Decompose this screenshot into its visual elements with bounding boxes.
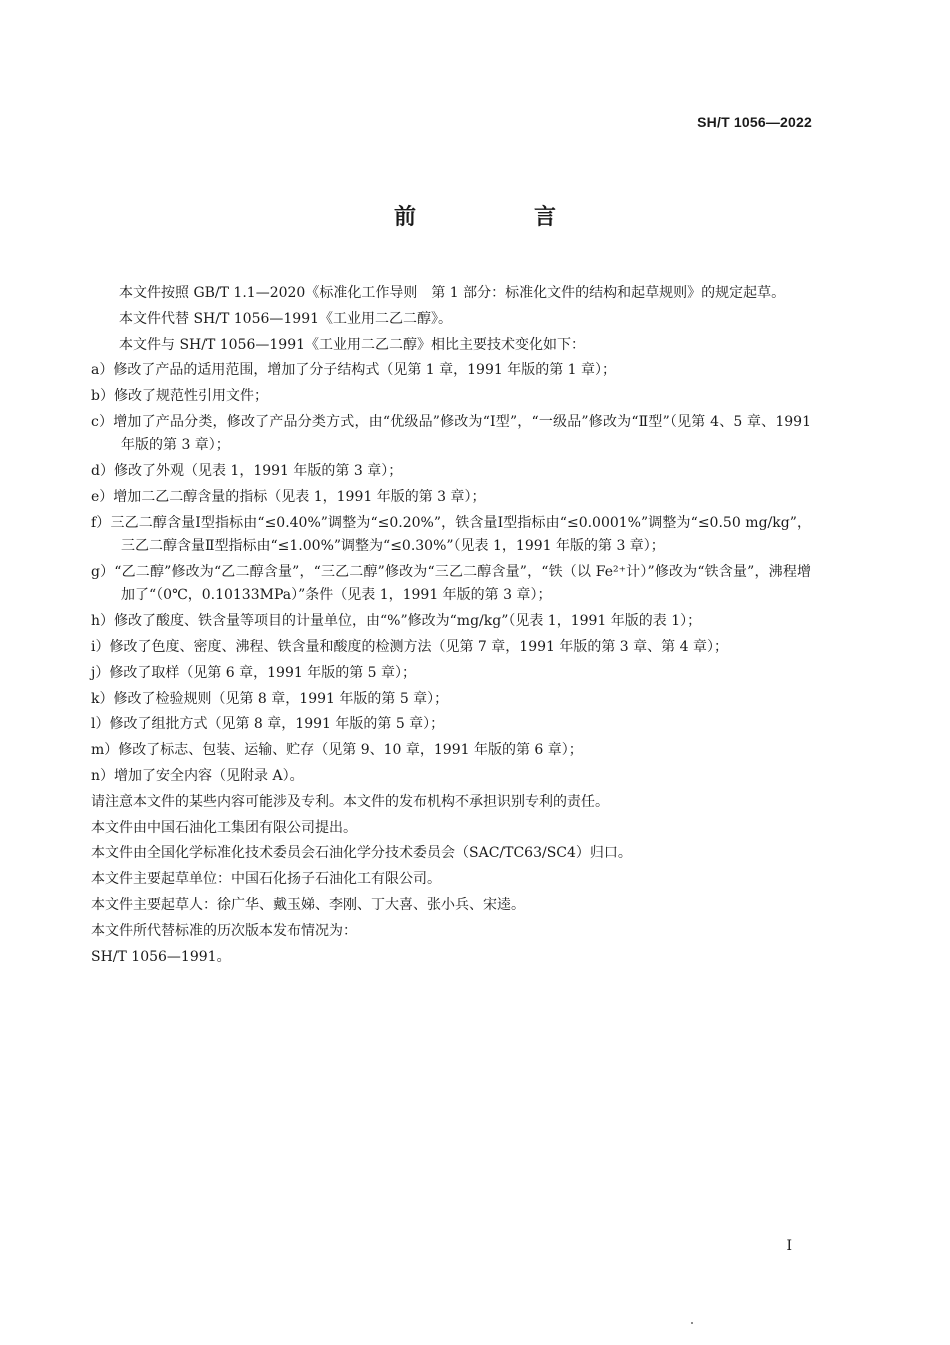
page-number: I	[786, 1238, 792, 1254]
change-item: j）修改了取样（见第 6 章，1991 年版的第 5 章）；	[91, 664, 417, 681]
foreword-body	[91, 282, 811, 971]
closing-paragraph: 本文件由全国化学标准化技术委员会石油化学分技术委员会（SAC/TC63/SC4）归口。	[91, 845, 632, 862]
change-item: n）增加了安全内容（见附录 A）。	[91, 767, 304, 784]
change-item: m）修改了标志、包装、运输、贮存（见第 9、10 章，1991 年版的第 6 章）；	[91, 742, 583, 759]
change-item: l）修改了组批方式（见第 8 章，1991 年版的第 5 章）；	[91, 716, 445, 733]
scan-speck	[691, 1322, 693, 1324]
technical-changes-list	[91, 359, 811, 788]
intro-paragraph: 本文件按照 GB/T 1.1—2020《标准化工作导则 第 1 部分：标准化文件的结构和起草规则》的规定起草。	[119, 285, 786, 301]
change-item: e）增加二乙二醇含量的指标（见表 1，1991 年版的第 3 章）；	[91, 488, 486, 505]
closing-paragraph: 请注意本文件的某些内容可能涉及专利。本文件的发布机构不承担识别专利的责任。	[91, 793, 609, 810]
change-item: f）三乙二醇含量Ⅰ型指标由“≤0.40%”调整为“≤0.20%”，铁含量Ⅰ型指标由“≤0.0001%”调整为“≤0.50 mg/kg”，三乙二醇含量Ⅱ型指标由“≤1.00%”调整为“≤0.30%”（见表 1，1991 年版的第 3 章）；	[91, 514, 811, 555]
closing-paragraph: 本文件所代替标准的历次版本发布情况为：	[91, 922, 357, 939]
change-item: g）“乙二醇”修改为“乙二醇含量”，“三乙二醇”修改为“三乙二醇含量”，“铁（以 Fe²⁺计）”修改为“铁含量”，沸程增加了“（0℃，0.10133MPa）”条件（见表 1，1991 年版的第 3 章）；	[91, 563, 811, 604]
change-item: h）修改了酸度、铁含量等项目的计量单位，由“%”修改为“mg/kg”（见表 1，1991 年版的表 1）；	[91, 613, 702, 630]
page-title: 前 言	[393, 205, 604, 230]
change-item: d）修改了外观（见表 1，1991 年版的第 3 章）；	[91, 463, 403, 480]
intro-paragraph: 本文件代替 SH/T 1056—1991《工业用二乙二醇》。	[119, 310, 453, 327]
intro-paragraph: 本文件与 SH/T 1056—1991《工业用二乙二醇》相比主要技术变化如下：	[119, 336, 586, 353]
closing-paragraph: 本文件主要起草单位：中国石化扬子石油化工有限公司。	[91, 871, 441, 888]
history-version: SH/T 1056—1991。	[91, 948, 231, 965]
change-item: a）修改了产品的适用范围，增加了分子结构式（见第 1 章，1991 年版的第 1 章）；	[91, 362, 617, 379]
change-item: c）增加了产品分类，修改了产品分类方式，由“优级品”修改为“Ⅰ型”，“一级品”修改为“Ⅱ型”（见第 4、5 章、1991 年版的第 3 章）；	[91, 413, 811, 454]
standard-code: SH/T 1056—2022	[697, 114, 812, 130]
change-item: i）修改了色度、密度、沸程、铁含量和酸度的检测方法（见第 7 章，1991 年版的第 3 章、第 4 章）；	[91, 638, 728, 655]
closing-paragraph: 本文件由中国石油化工集团有限公司提出。	[91, 819, 357, 836]
closing-paragraph: 本文件主要起草人：徐广华、戴玉娣、李刚、丁大喜、张小兵、宋逵。	[91, 896, 525, 913]
change-item: b）修改了规范性引用文件；	[91, 388, 268, 405]
change-item: k）修改了检验规则（见第 8 章，1991 年版的第 5 章）；	[91, 690, 449, 707]
